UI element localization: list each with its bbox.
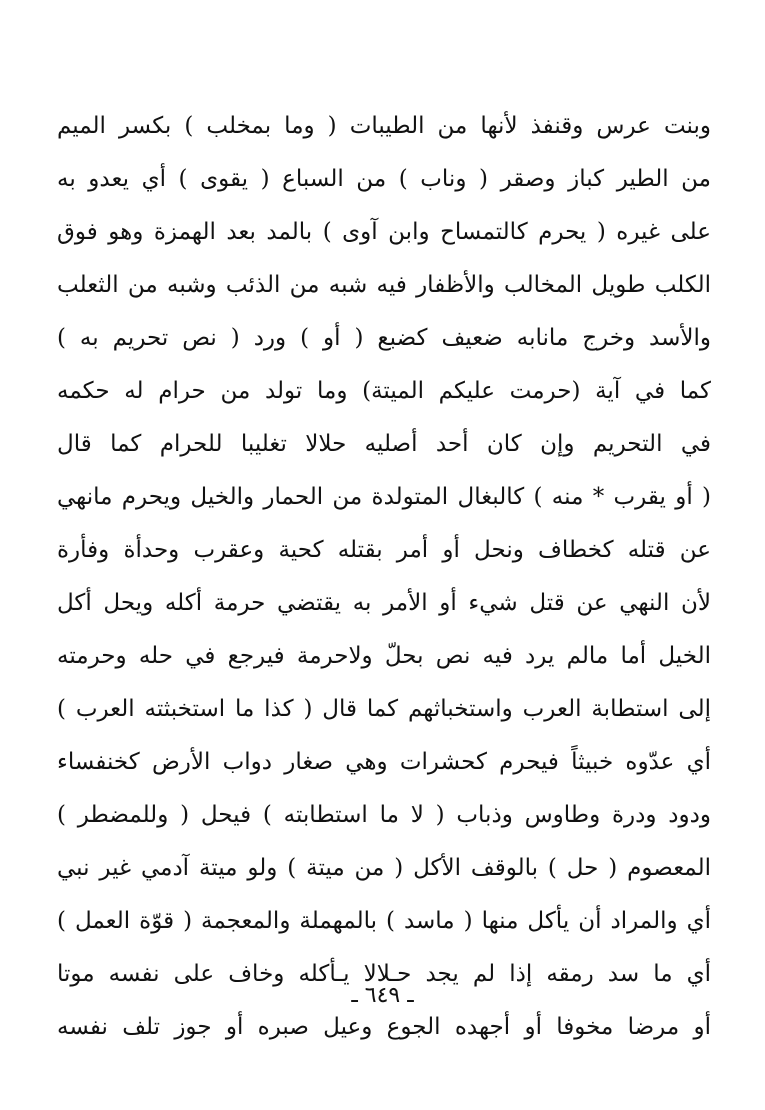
text-line: وبنت عرس وقنفذ لأنها من الطيبات ( وما بمخلب ) بكسر الميم: [57, 113, 711, 139]
text-line: في التحريم وإن كان أحد أصليه حلالا تغليبا للحرام كما قال: [57, 431, 711, 457]
text-line: عن قتله كخطاف ونحل أو أمر بقتله كحية وعقرب وحدأة وفأرة: [57, 537, 711, 563]
body-text: [57, 100, 711, 1054]
text-line: كما في آية (حرمت عليكم الميتة) وما تولد من حرام له حكمه: [57, 378, 711, 404]
text-line: أي والمراد أن يأكل منها ( ماسد ) بالمهملة والمعجمة ( قوّة العمل ): [57, 908, 711, 934]
text-line: إلى استطابة العرب واستخباثهم كما قال ( كذا ما استخبثته العرب ): [57, 696, 711, 722]
text-line: على غيره ( يحرم كالتمساح وابن آوى ) بالمد بعد الهمزة وهو فوق: [57, 219, 711, 245]
text-line: أو مرضا مخوفا أو أجهده الجوع وعيل صبره أو جوز تلف نفسه: [57, 1014, 711, 1040]
text-line: أي عدّوه خبيثاً فيحرم كحشرات وهي صغار دواب الأرض كخنفساء: [57, 749, 711, 775]
text-line: الخيل أما مالم يرد فيه نص بحلّ ولاحرمة فيرجع في حله وحرمته: [57, 643, 711, 669]
page-number: ـ ٦٤٩ ـ: [351, 983, 414, 1008]
text-line: ( أو يقرب * منه ) كالبغال المتولدة من الحمار والخيل ويحرم مانهي: [57, 484, 711, 510]
text-line: من الطير كباز وصقر ( وناب ) من السباع ( يقوى ) أي يعدو به: [57, 166, 711, 192]
text-line: لأن النهي عن قتل شيء أو الأمر به يقتضي حرمة أكله ويحل أكل: [57, 590, 711, 616]
text-line: أي ما سد رمقه إذا لم يجد حـلالا يـأكله وخاف على نفسه موتا: [57, 961, 711, 987]
text-line: المعصوم ( حل ) بالوقف الأكل ( من ميتة ) ولو ميتة آدمي غير نبي: [57, 855, 711, 881]
text-line: الكلب طويل المخالب والأظفار فيه شبه من الذئب وشبه من الثعلب: [57, 272, 711, 298]
text-line: ودود ودرة وطاوس وذباب ( لا ما استطابته ) فيحل ( وللمضطر ): [57, 802, 711, 828]
text-line: والأسد وخرج مانابه ضعيف كضبع ( أو ) ورد ( نص تحريم به ): [57, 325, 711, 351]
